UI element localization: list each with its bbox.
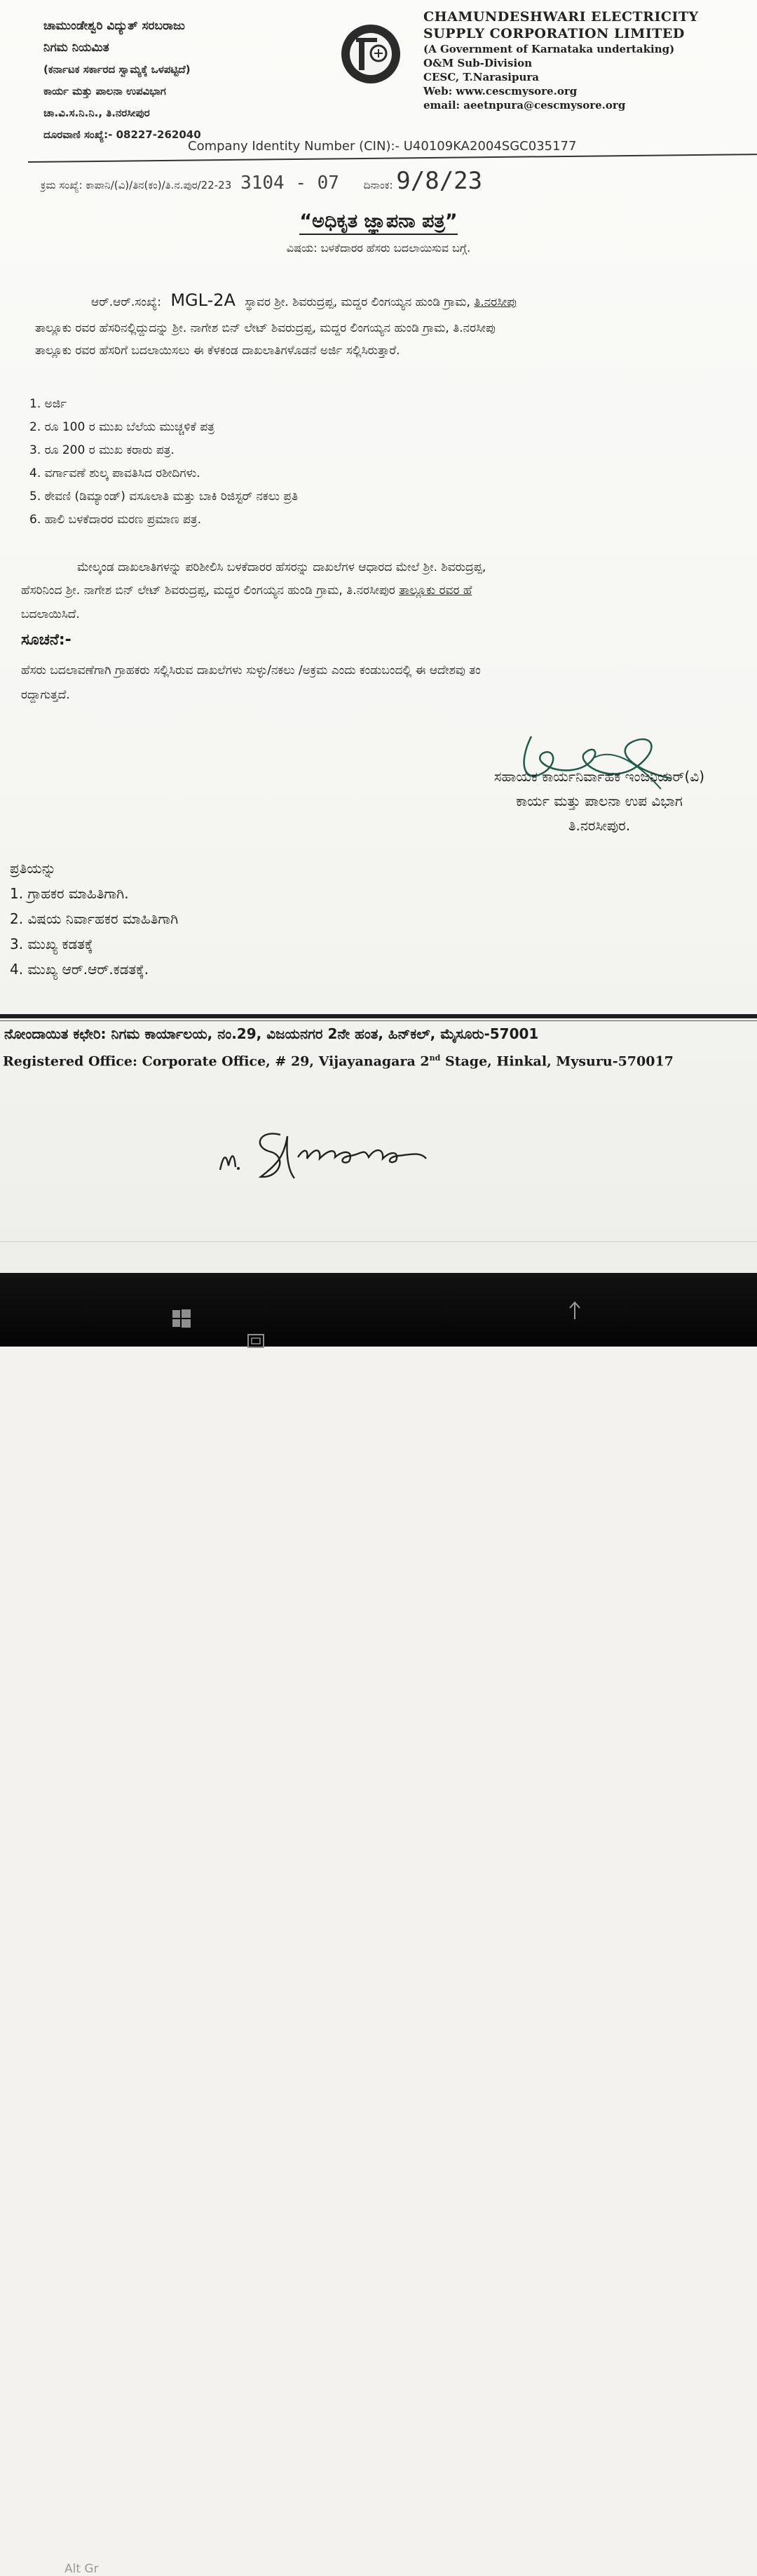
rr-label: ಆರ್.ಆರ್.ಸಂಖ್ಯೆ: <box>91 295 161 309</box>
document-title-text: “ಅಧಿಕೃತ ಜ್ಞಾಪನಾ ಪತ್ರ” <box>299 210 457 235</box>
paragraph-2-text-underlined: ತಾಲ್ಲೂಕು ರವರ ಹೆ <box>399 584 472 598</box>
cesc-logo <box>339 22 402 86</box>
paragraph-1-text-underlined: ತಿ.ನರಸೀಪು <box>474 295 517 309</box>
english-letterhead-line: O&M Sub-Division <box>423 57 533 69</box>
paragraph-1-line-2: ತಾಲ್ಲೂಕು ರವರ ಹೆಸರಿನಲ್ಲಿದ್ದುದನ್ನು ಶ್ರೀ. ನಾಗೇಶ ಬಿನ್ ಲೇಟ್ ಶಿವರುದ್ರಪ್ಪ, ಮದ್ದರ ಲಿಂಗಯ್ಯನ ಹುಂಡಿ ಗ್ರಾಮ, ತಿ.ನರಸೀಪು <box>35 321 496 335</box>
signatory-block <box>449 764 750 838</box>
kannada-letterhead-line: ಚಾಮುಂಡೇಶ್ವರಿ ವಿದ್ಯುತ್ ಸರಬರಾಜು <box>43 19 185 33</box>
registered-office-text: Stage, Hinkal, Mysuru-570017 <box>440 1053 674 1070</box>
note-line-1: ಹೆಸರು ಬದಲಾವಣೆಗಾಗಿ ಗ್ರಾಹಕರು ಸಲ್ಲಿಸಿರುವ ದಾಖಲೆಗಳು ಸುಳ್ಳು/ನಕಲು /ಅಕ್ರಮ ಎಂದು ಕಂಡುಬಂದಲ್ಲಿ ಈ ಆದೇಶವು ತಂ <box>21 663 481 677</box>
list-item: 1. ಗ್ರಾಹಕರ ಮಾಹಿತಿಗಾಗಿ. <box>10 885 129 902</box>
list-item: 3. ರೂ 200 ರ ಮುಖ ಕರಾರು ಪತ್ರ. <box>29 443 175 457</box>
note-line-2: ರದ್ದಾಗುತ್ತದೆ. <box>21 688 70 702</box>
signatory-place: ತಿ.ನರಸೀಪುರ. <box>568 817 631 834</box>
rr-number: MGL-2A <box>170 290 236 310</box>
registered-office-text: Registered Office: Corporate Office, # 29, Vijayanagara 2 <box>3 1053 430 1070</box>
signatory-designation: ಸಹಾಯಕ ಕಾರ್ಯನಿರ್ವಾಹಕ ಇಂಜನಿಯರ್(ವಿ) <box>493 768 705 785</box>
copies-heading: ಪ್ರತಿಯನ್ನು <box>10 860 56 877</box>
windows-start-icon[interactable] <box>171 1308 192 1329</box>
reference-label: ಕ್ರಮ ಸಂಖ್ಯೆ: ಕಾಪಾನಿ/(ವಿ)/ತಿನ(ಕಂ)/ತಿ.ನ.ಪುರ/22-23 <box>41 179 232 191</box>
registered-office-kannada: ನೋಂದಾಯಿತ ಕಛೇರಿ: ನಿಗಮ ಕಾರ್ಯಾಲಯ, ನಂ.29, ವಿಜಯನಗರ 2ನೇ ಹಂತ, ಹಿನ್‌ಕಲ್, ಮೈಸೂರು-57001 <box>4 1025 539 1042</box>
paragraph-1-line-1 <box>91 289 517 313</box>
arrow-up-icon[interactable] <box>568 1301 582 1321</box>
kannada-letterhead <box>43 15 345 146</box>
list-item: 2. ರೂ 100 ರ ಮುಖ ಬೆಲೆಯ ಮುಚ್ಚಳಿಕೆ ಪತ್ರ <box>29 420 215 434</box>
paragraph-2-text: ಹೆಸರಿನಿಂದ ಶ್ರೀ. ನಾಗೇಶ ಬಿನ್ ಲೇಟ್ ಶಿವರುದ್ರಪ್ಪ, ಮದ್ದರ ಲಿಂಗಯ್ಯನ ಹುಂಡಿ ಗ್ರಾಮ, ತಿ.ನರಸೀಪುರ <box>21 584 395 598</box>
paragraph-1-text: ಸ್ಥಾವರ ಶ್ರೀ. ಶಿವರುದ್ರಪ್ಪ, ಮದ್ದರ ಲಿಂಗಯ್ಯನ ಹುಂಡಿ ಗ್ರಾಮ, <box>245 295 470 309</box>
english-letterhead-line: Web: www.cescmysore.org <box>423 85 578 97</box>
paragraph-2-line-1: ಮೇಲ್ಕಂಡ ದಾಖಲಾತಿಗಳನ್ನು ಪರಿಶೀಲಿಸಿ ಬಳಕೆದಾರರ ಹೆಸರನ್ನು ದಾಖಲೆಗಳ ಆಧಾರದ ಮೇಲೆ ಶ್ರೀ. ಶಿವರುದ್ರಪ್ಪ, <box>77 560 486 574</box>
english-letterhead-line: CESC, T.Narasipura <box>423 71 539 83</box>
copies-to <box>10 856 178 982</box>
kannada-letterhead-line: (ಕರ್ನಾಟಕ ಸರ್ಕಾರದ ಸ್ವಾಮ್ಯಕ್ಕೆ ಒಳಪಟ್ಟಿದೆ) <box>43 63 191 76</box>
company-name-line-1: CHAMUNDESHWARI ELECTRICITY <box>423 9 699 25</box>
company-name-line-2: SUPPLY CORPORATION LIMITED <box>423 26 685 41</box>
footer-divider <box>0 1014 757 1018</box>
english-letterhead-line: (A Government of Karnataka undertaking) <box>423 43 675 55</box>
handwritten-signature <box>210 1115 463 1192</box>
paragraph-2-line-3: ಬದಲಾಯಿಸಿದೆ. <box>21 607 80 621</box>
registered-office-english <box>3 1053 674 1069</box>
paragraph-2-line-2 <box>21 579 472 602</box>
list-item: 6. ಹಾಲಿ ಬಳಕೆದಾರರ ಮರಣ ಪ್ರಮಾಣ ಪತ್ರ. <box>29 513 201 527</box>
paper-fold <box>0 1241 757 1242</box>
footer-divider-thin <box>0 1020 757 1021</box>
reference-line <box>41 167 482 195</box>
kannada-letterhead-line: ಕಾರ್ಯ ಮತ್ತು ಪಾಲನಾ ಉಪವಿಭಾಗ <box>43 85 166 97</box>
english-letterhead-line: email: aeetnpura@cescmysore.org <box>423 99 626 112</box>
documents-list <box>29 393 298 532</box>
note-heading: ಸೂಚನೆ:- <box>21 631 71 649</box>
list-item: 2. ವಿಷಯ ನಿರ್ವಾಹಕರ ಮಾಹಿತಿಗಾಗಿ <box>10 910 179 927</box>
subject-line: ವಿಷಯ: ಬಳಕೆದಾರರ ಹೆಸರು ಬದಲಾಯಿಸುವ ಬಗ್ಗೆ. <box>286 241 471 255</box>
paragraph-1-line-3: ತಾಲ್ಲೂಕು ರವರ ಹೆಸರಿಗೆ ಬದಲಾಯಿಸಲು ಈ ಕೆಳಕಂಡ ದಾಖಲಾತಿಗಳೊಡನೆ ಅರ್ಜಿ ಸಲ್ಲಿಸಿರುತ್ತಾರೆ. <box>35 344 400 358</box>
kannada-letterhead-line: ಚಾ.ವಿ.ಸ.ನಿ.ನಿ., ತಿ.ನರಸೀಪುರ <box>43 107 150 119</box>
list-item: 3. ಮುಖ್ಯ ಕಡತಕ್ಕೆ <box>10 936 93 952</box>
english-letterhead <box>423 8 753 112</box>
kannada-letterhead-line: ದೂರವಾಣಿ ಸಂಖ್ಯೆ:- 08227-262040 <box>43 128 201 141</box>
header-divider <box>28 154 757 163</box>
ordinal-suffix: nd <box>429 1053 441 1063</box>
kannada-letterhead-line: ನಿಗಮ ನಿಯಮಿತ <box>43 41 109 55</box>
reference-number: 3104 - 07 <box>240 173 339 194</box>
date-label: ದಿನಾಂಕ: <box>363 179 393 191</box>
company-identity-number: Company Identity Number (CIN):- U40109KA2004SGC035177 <box>188 139 577 154</box>
list-item: 1. ಅರ್ಜಿ <box>29 397 67 411</box>
document-title <box>0 210 757 233</box>
list-item: 4. ಮುಖ್ಯ ಆರ್.ಆರ್.ಕಡತಕ್ಕೆ. <box>10 961 149 978</box>
altgr-key-label[interactable]: Alt Gr <box>64 2562 99 2576</box>
taskbar <box>0 1273 757 2576</box>
reference-date: 9/8/23 <box>396 167 483 195</box>
list-item: 4. ವರ್ಗಾವಣೆ ಶುಲ್ಕ ಪಾವತಿಸಿದ ರಶೀದಿಗಳು. <box>29 466 200 480</box>
list-item: 5. ಠೇವಣಿ (ಡಿಮ್ಯಾಂಡ್) ವಸೂಲಾತಿ ಮತ್ತು ಬಾಕಿ ರಿಜಿಸ್ಟರ್ ನಕಲು ಪ್ರತಿ <box>29 490 299 504</box>
signatory-office: ಕಾರ್ಯ ಮತ್ತು ಪಾಲನಾ ಉಪ ವಿಭಾಗ <box>516 793 683 809</box>
document-page <box>0 0 757 1273</box>
